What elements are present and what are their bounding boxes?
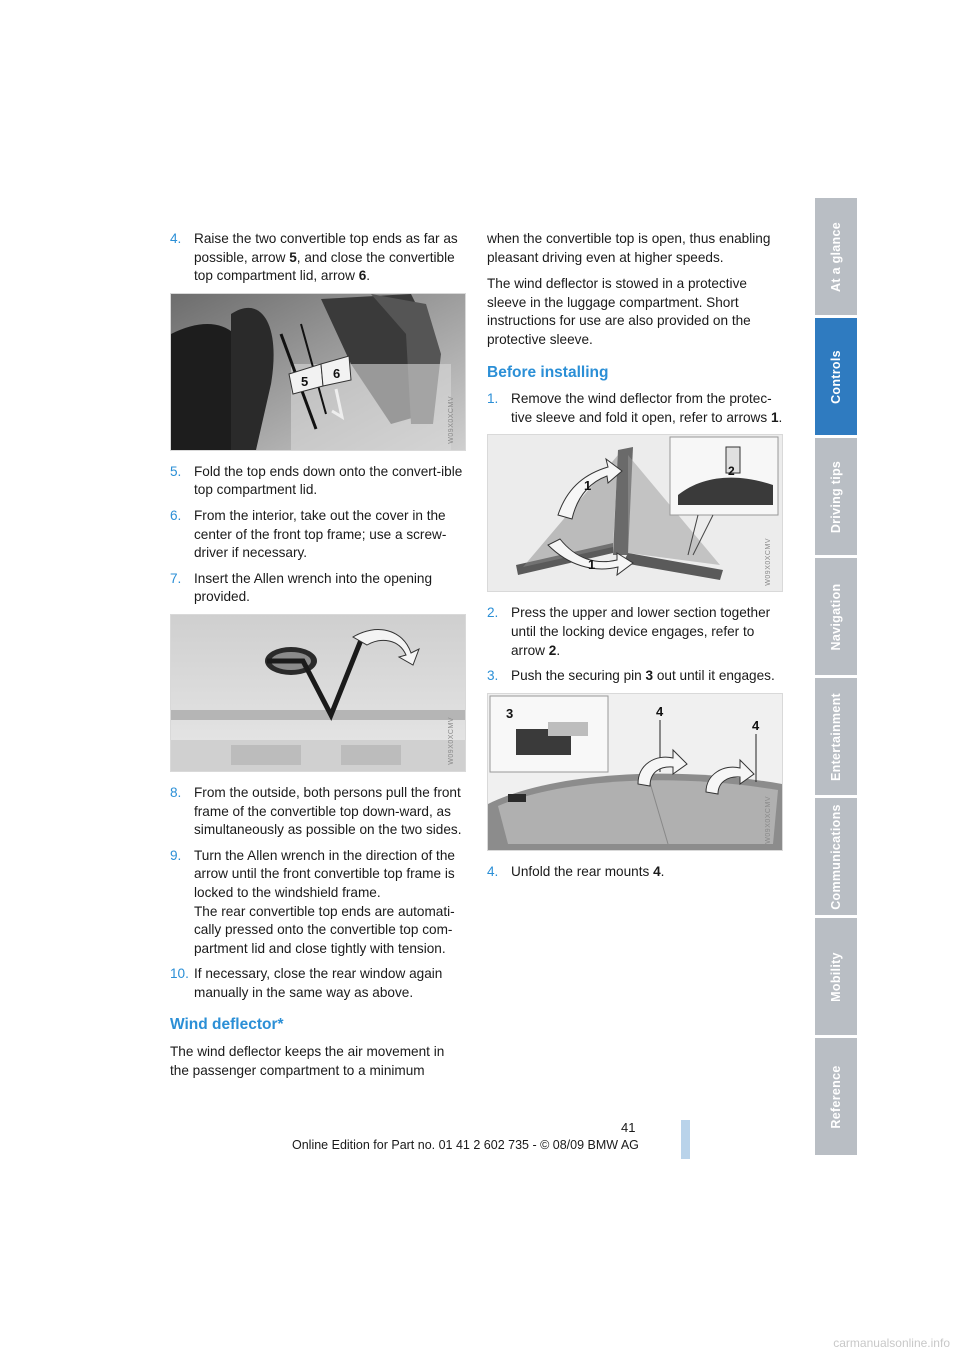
label-1-top: 1 (584, 478, 592, 494)
footer-bar (681, 1120, 690, 1159)
label-2: 2 (728, 464, 735, 479)
page-number: 41 (621, 1120, 636, 1135)
tab-navigation[interactable]: Navigation (815, 558, 857, 675)
figure-code: W09X0XCMV (765, 796, 773, 844)
tab-at-a-glance[interactable]: At a glance (815, 198, 857, 315)
figure-fold-open-deflector (487, 434, 783, 592)
paragraph: when the convertible top is open, thus enabling pleasant driving even at higher speeds. (487, 231, 771, 265)
footer-text: Online Edition for Part no. 01 41 2 602 735 - © 08/09 BMW AG (292, 1138, 639, 1152)
left-column (170, 230, 466, 1088)
tab-controls[interactable]: Controls (815, 318, 857, 435)
paragraph: The wind deflector is stowed in a protective sleeve in the luggage compartment. Short instructions for use are also provided on the protective sleeve. (487, 276, 751, 347)
figure-securing-pin (487, 693, 783, 851)
figure-top-ends-raised (170, 293, 466, 451)
label-5: 5 (301, 373, 309, 389)
step-6: 6. From the interior, take out the cover in the center of the front top frame; use a screw-driver if necessary. (170, 507, 447, 561)
step-9: 9. Turn the Allen wrench in the direction of the arrow until the front convertible top frame is locked to the windshield frame. The rear convertible top ends are automati-cally pressed onto the convertible top com-partment lid and close tightly with tension. (170, 847, 455, 956)
step-8: 8. From the outside, both persons pull the front frame of the convertible top down-ward, as simultaneously as possible on the two sides. (170, 784, 462, 838)
section-heading-wind-deflector: Wind deflector* (170, 1016, 284, 1034)
label-1-bottom: 1 (588, 557, 596, 573)
section-heading-before-installing: Before installing (487, 363, 609, 381)
tab-entertainment[interactable]: Entertainment (815, 678, 857, 795)
figure-code: W09X0XCMV (765, 537, 773, 586)
figure-code: W09X0XCMV (448, 396, 456, 444)
tab-mobility[interactable]: Mobility (815, 918, 857, 1035)
tab-driving-tips[interactable]: Driving tips (815, 438, 857, 555)
tab-reference[interactable]: Reference (815, 1038, 857, 1155)
step-4-right: 4. Unfold the rear mounts 4. (487, 863, 665, 879)
label-3: 3 (506, 705, 514, 721)
step-3: 3. Push the securing pin 3 out until it engages. (487, 668, 775, 684)
chapter-tabs (815, 198, 857, 1158)
tab-communications[interactable]: Communications (815, 798, 857, 915)
right-column (487, 230, 783, 888)
step-10: 10. If necessary, close the rear window again manually in the same way as above. (170, 966, 443, 1000)
step-text: Raise the two convertible top ends as far as possible, arrow 5, and close the convertible top compartment lid, arrow 6. (194, 231, 458, 284)
label-4-right: 4 (752, 717, 760, 733)
label-4-left: 4 (656, 703, 664, 719)
step-7: 7. Insert the Allen wrench into the opening provided. (170, 570, 433, 605)
watermark: carmanualsonline.info (833, 1336, 950, 1350)
step-4-left (170, 230, 466, 286)
step-1: 1. Remove the wind deflector from the protec-tive sleeve and fold it open, refer to arrows 1. (487, 391, 783, 425)
label-6: 6 (333, 365, 341, 381)
step-2: 2. Press the upper and lower section together until the locking device engages, refer to arrow 2. (487, 605, 771, 658)
step-5: 5. Fold the top ends down onto the convert-ible top compartment lid. (170, 463, 463, 498)
step-number: 4. (170, 231, 182, 246)
paragraph: The wind deflector keeps the air movement in the passenger compartment to a minimum (170, 1044, 445, 1078)
figure-allen-wrench (170, 614, 466, 772)
figure-code: W09X0XCMV (448, 717, 456, 765)
